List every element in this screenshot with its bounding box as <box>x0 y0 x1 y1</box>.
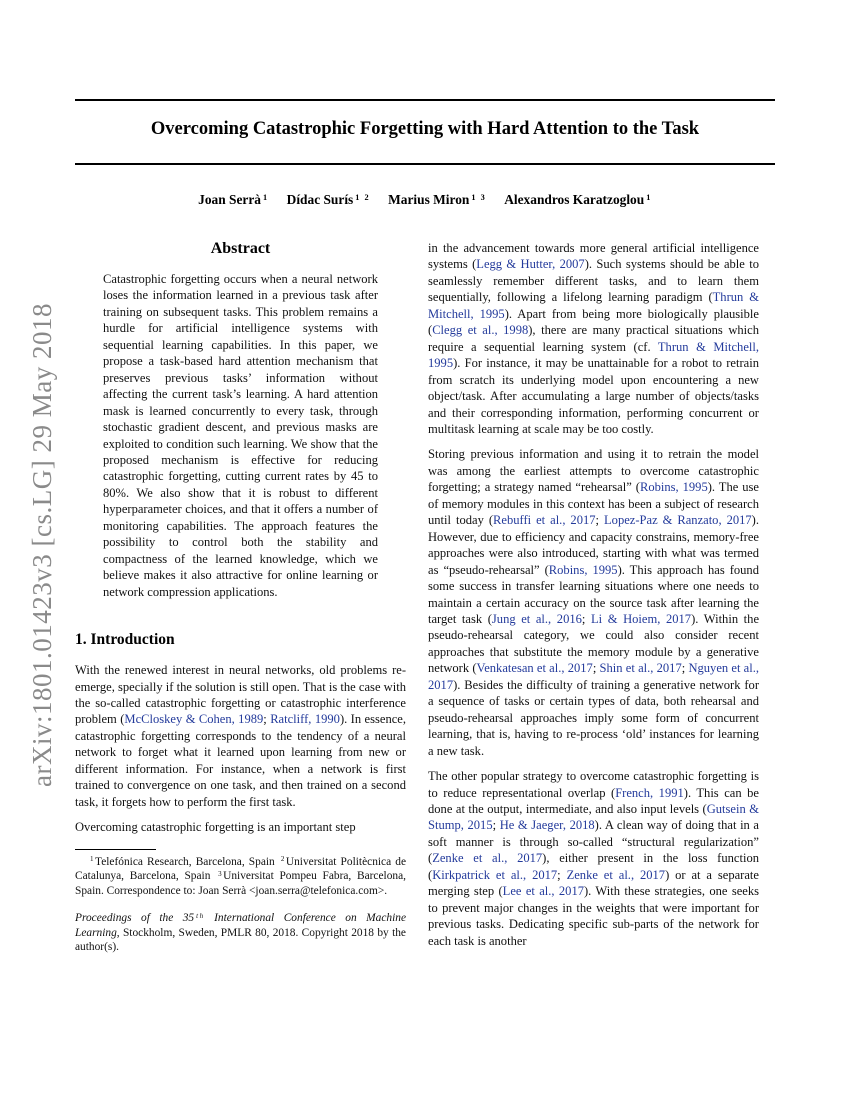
intro-paragraph-2: Overcoming catastrophic forgetting is an important step <box>75 820 356 835</box>
author: Dídac Surís $^{1 2}$ <box>286 192 371 207</box>
intro-paragraph-1: With the renewed interest in neural networks, old problems re-emerge, specially if the solution is still open. That is the case with the so-called catastrophic forgetting or catastrophic interference problem (McCloskey & Cohen, 1989; Ratcliff, 1990). In essence, catastrophic forgetting corresponds to the tendency of a neural network to forget what it learned upon learning from new or different information. For instance, when a network is first trained to convergence on one task, and then trained on a second task, it forgets how to perform the first task. <box>75 663 406 809</box>
paper-title: Overcoming Catastrophic Forgetting with Hard Attention to the Task <box>150 119 700 139</box>
author-line <box>75 192 775 208</box>
intro-paragraph-2-continuation: in the advancement towards more general artificial intelligence systems (Legg & Hutter, 2007). Such systems should be able to seamlessly remember different tasks, and to learn them sequentially, following a lifelong learning paradigm (Thrun & Mitchell, 1995). Apart from being more biologically plausible (Clegg et al., 1998), there are many practical situations which require a sequential learning system (cf. Thrun & Mitchell, 1995). For instance, it may be unattainable for a robot to retrain from scratch its underlying model upon encountering a new object/task. After accumulating a large number of objects/tasks and their corresponding information, performing concurrent or multitask learning at scale may be too costly. <box>428 241 760 436</box>
citation-link[interactable]: Zenke et al., 2017 <box>432 851 543 866</box>
citation-link[interactable]: Li & Hoiem, 2017 <box>590 611 692 626</box>
left-column <box>75 240 406 955</box>
affiliations-footnote: $^1$Telefónica Research, Barcelona, Spain $^2$Universitat Politècnica de Catalunya, Barcelona, Spain $^3$Universitat Pompeu Fabra, Barcelona, Spain. Correspondence to: Joan Serrà <joan.serra@telefonica.com>. <box>75 855 406 897</box>
right-column <box>428 240 759 949</box>
citation-link[interactable]: Lopez-Paz & Ranzato, 2017 <box>604 513 752 528</box>
citation-link[interactable]: Rebuffi et al., 2017 <box>493 513 596 528</box>
abstract-heading: Abstract <box>210 240 271 257</box>
title-rule-bottom <box>75 163 775 165</box>
citation-link[interactable]: Venkatesan et al., 2017 <box>476 661 593 676</box>
author: Marius Miron $^{1 3}$ <box>388 192 487 207</box>
author: Joan Serrà $^1$ <box>198 192 269 207</box>
citation-link[interactable]: McCloskey & Cohen, 1989 <box>124 712 264 727</box>
author: Alexandros Karatzoglou $^1$ <box>504 192 652 207</box>
footnote-rule <box>75 849 156 850</box>
proceedings-footnote: Proceedings of the 35 $^{th}$ International Conference on Machine Learning, Stockholm, Sweden, PMLR 80, 2018. Copyright 2018 by the author(s). <box>75 911 406 954</box>
citation-link[interactable]: French, 1991 <box>615 785 684 800</box>
citation-link[interactable]: Robins, 1995 <box>639 480 708 495</box>
abstract-text: Catastrophic forgetting occurs when a neural network loses the information learned in a previous task after training on subsequent tasks. This problem remains a hurdle for artificial intelligence systems with sequential learning capabilities. In this paper, we propose a task-based hard attention mechanism that preserves previous tasks’ information without affecting the current task’s learning. A hard attention mask is learned concurrently to every task, through stochastic gradient descent, and previous masks are exploited to condition such learning. We show that the proposed mechanism is effective for reducing catastrophic forgetting, cutting current rates by 45 to 80%. We also show that it is robust to different hyperparameter choices, and that it offers a number of monitoring capabilities. The approach features the possibility to control both the stability and compactness of the learned knowledge, which we believe makes it also attractive for online learning or network compression applications. <box>103 272 378 599</box>
title-rule-top <box>75 99 775 101</box>
citation-link[interactable]: Thrun & Mitchell, 1995 <box>428 339 759 371</box>
citation-link[interactable]: Thrun & Mitchell, 1995 <box>428 290 760 321</box>
citation-link[interactable]: Jung et al., 2016 <box>491 611 582 626</box>
citation-link[interactable]: Clegg et al., 1998 <box>432 323 529 338</box>
citation-link[interactable]: Nguyen et al., 2017 <box>428 661 759 692</box>
citation-link[interactable]: Zenke et al., 2017 <box>566 867 666 882</box>
citation-link[interactable]: Robins, 1995 <box>548 562 618 577</box>
intro-paragraph-3: Storing previous information and using it to retrain the model was among the earliest attempts to overcome catastrophic forgetting; a strategy named “rehearsal” (Robins, 1995). The use of memory modules in this context has been a subject of research until today (Rebuffi et al., 2017; Lopez-Paz & Ranzato, 2017). However, due to efficiency and capacity constrains, memory-free approaches were also introduced, starting with what was termed as “pseudo-rehearsal” (Robins, 1995). This approach has found some success in transfer learning situations where one needs to maintain a certain accuracy on the source task after learning the target task (Jung et al., 2016; Li & Hoiem, 2017). Within the pseudo-rehearsal category, we could also consider recent approaches that substitute the memory module by a generative network (Venkatesan et al., 2017; Shin et al., 2017; Nguyen et al., 2017). Besides the difficulty of training a generative network for a sequence of tasks or certain types of data, both rehearsal and pseudo-rehearsal approaches imply some form of concurrent learning, that is, having to re-process ‘old’ instances for learning a new task. <box>428 447 760 758</box>
citation-link[interactable]: Legg & Hutter, 2007 <box>476 257 585 272</box>
citation-link[interactable]: Ratcliff, 1990 <box>270 712 340 727</box>
citation-link[interactable]: Gutsein & Stump, 2015 <box>428 801 759 833</box>
arxiv-stamp: arXiv:1801.01423v3 [cs.LG] 29 May 2018 <box>27 303 57 787</box>
section-heading-introduction: 1. Introduction <box>75 631 175 649</box>
citation-link[interactable]: He & Jaeger, 2018 <box>499 818 595 833</box>
citation-link[interactable]: Lee et al., 2017 <box>502 884 584 899</box>
citation-link[interactable]: Shin et al., 2017 <box>599 661 682 676</box>
citation-link[interactable]: Kirkpatrick et al., 2017 <box>432 867 558 882</box>
intro-paragraph-4: The other popular strategy to overcome catastrophic forgetting is to reduce representational overlap (French, 1991). This can be done at the output, intermediate, and also input levels (Gutsein & Stump, 2015; He & Jaeger, 2018). A clean way of doing that in a soft manner is through so-called “structural regularization” (Zenke et al., 2017), either present in the loss function (Kirkpatrick et al., 2017; Zenke et al., 2017) or at a separate merging step (Lee et al., 2017). With these strategies, one seeks to prevent major changes in the weights that were important for previous tasks. Dedicating specific sub-parts of the network for each task is another <box>428 769 760 948</box>
